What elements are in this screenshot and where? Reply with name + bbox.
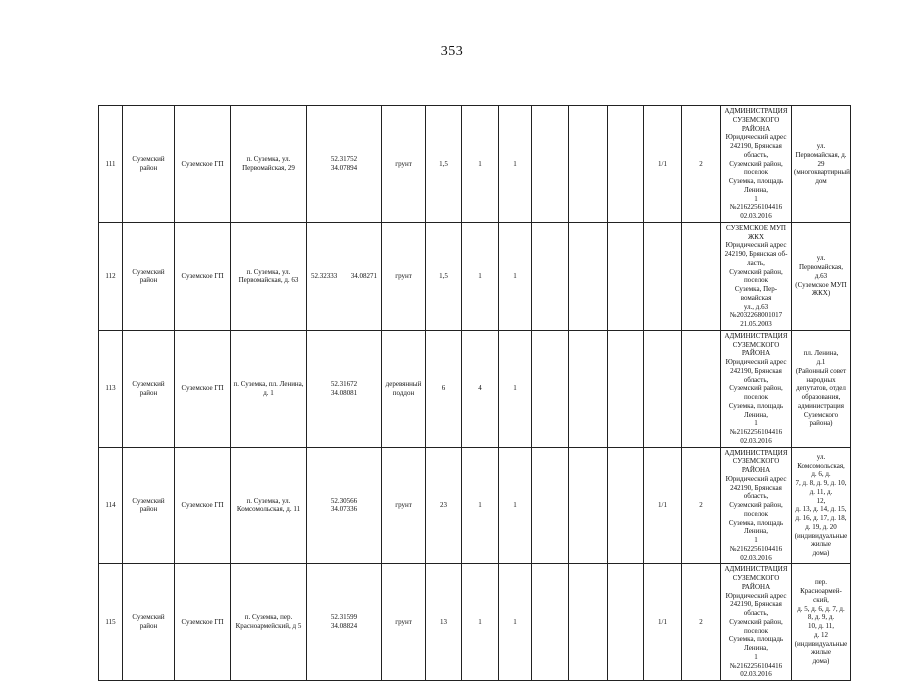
- latitude: 52.31672: [330, 379, 358, 388]
- empty-cell: [532, 222, 569, 330]
- containers-total-cell: 1: [462, 564, 499, 681]
- bins-volume-cell: [682, 330, 721, 447]
- address-cell: п. Суземка, ул. Первомайская, 29: [231, 106, 307, 223]
- owner-line: 02.03.2016: [740, 553, 772, 562]
- containers-total-cell: 1: [462, 447, 499, 564]
- containers-volume-cell: 1: [499, 330, 532, 447]
- latitude: 52.32333: [311, 271, 338, 280]
- row-number: 113: [99, 330, 123, 447]
- latitude: 52.30566: [330, 496, 358, 505]
- owner-line: Суземка, площадь Ленина,: [728, 518, 784, 536]
- bins-volume-cell: 2: [682, 447, 721, 564]
- area-cell: 6: [426, 330, 462, 447]
- owner-line: АДМИНИСТРАЦИЯ: [724, 107, 788, 115]
- served-object-line: 12,: [816, 496, 826, 505]
- owner-line: Суземка, площадь Ленина,: [728, 177, 784, 194]
- bins-volume-cell: 2: [682, 106, 721, 223]
- coordinates-cell: [307, 447, 382, 564]
- served-object-line: (Суземское МУП ЖКХ): [795, 280, 847, 298]
- served-object-line: ул. Комсомольская, д. 6, д.: [797, 452, 845, 479]
- table-row: [99, 447, 851, 564]
- containers-volume-cell: 1: [499, 564, 532, 681]
- area-cell: 1,5: [426, 106, 462, 223]
- address-cell: п. Суземка, пл. Ленина, д. 1: [231, 330, 307, 447]
- owner-line: Юридический адрес: [725, 241, 787, 250]
- bins-cell: 1/1: [644, 106, 682, 223]
- owner-line: 242190, Брянская область,: [730, 600, 782, 617]
- table-row: [99, 564, 851, 681]
- row-number: 112: [99, 222, 123, 330]
- empty-cell: [532, 330, 569, 447]
- served-objects-cell: [792, 330, 851, 447]
- coordinates-cell: [307, 106, 382, 223]
- owner-line: №2162256104416: [729, 661, 783, 670]
- owner-line: Суземка, площадь Ленина,: [728, 635, 784, 652]
- row-number: 111: [99, 106, 123, 223]
- owner-cell: [721, 330, 792, 447]
- served-object-line: образования,: [801, 393, 841, 401]
- containers-volume-cell: 1: [499, 222, 532, 330]
- empty-cell: [569, 564, 608, 681]
- containers-total-cell: 1: [462, 222, 499, 330]
- owner-cell: [721, 447, 792, 564]
- area-cell: 23: [426, 447, 462, 564]
- served-objects-cell: [792, 447, 851, 564]
- served-object-line: (Районный совет: [795, 366, 847, 375]
- address-cell: п. Суземка, пер. Красноармейский, д 5: [231, 564, 307, 681]
- owner-line: 242190, Брянская область,: [730, 142, 782, 159]
- served-object-line: д. 19, д. 20: [805, 522, 837, 531]
- district-cell: Суземский район: [123, 447, 175, 564]
- owner-cell: [721, 222, 792, 330]
- surface-cell: грунт: [382, 447, 426, 564]
- served-object-line: 7, д. 8, д. 9, д. 10, д. 11, д.: [795, 479, 847, 496]
- owner-line: 21.05.2003: [740, 320, 772, 328]
- owner-line: АДМИНИСТРАЦИЯ: [724, 565, 788, 574]
- bins-cell: 1/1: [644, 564, 682, 681]
- owner-line: АДМИНИСТРАЦИЯ: [724, 331, 788, 340]
- owner-line: СУЗЕМСКОГО РАЙОНА: [732, 115, 780, 133]
- containers-volume-cell: 1: [499, 447, 532, 564]
- owner-line: Юридический адрес: [725, 474, 787, 483]
- owner-line: Суземка, площадь Ленина,: [728, 401, 784, 419]
- owner-line: Суземский район, поселок: [729, 384, 783, 401]
- served-object-line: дома): [812, 549, 830, 558]
- served-object-line: ул. Первомайская, д. 29: [795, 142, 847, 168]
- served-objects-cell: [792, 564, 851, 681]
- containers-total-cell: 1: [462, 106, 499, 223]
- containers-volume-cell: 1: [499, 106, 532, 223]
- owner-line: СУЗЕМСКОГО РАЙОНА: [732, 340, 780, 358]
- empty-cell: [569, 106, 608, 223]
- latitude: 52.31752: [330, 155, 358, 164]
- coordinates-cell: [307, 330, 382, 447]
- longitude: 34.08824: [330, 622, 358, 631]
- owner-cell: [721, 564, 792, 681]
- address-cell: п. Суземка, ул. Комсомольская, д. 11: [231, 447, 307, 564]
- registry-table: [98, 105, 851, 681]
- table-row: [99, 106, 851, 223]
- bins-volume-cell: [682, 222, 721, 330]
- empty-cell: [608, 564, 644, 681]
- empty-cell: [569, 330, 608, 447]
- owner-line: Суземский район, поселок: [729, 267, 783, 285]
- page-number: 353: [440, 44, 464, 59]
- served-object-line: (многоквартирный дом: [794, 168, 850, 185]
- settlement-cell: Суземское ГП: [175, 447, 231, 564]
- bins-volume-cell: 2: [682, 564, 721, 681]
- owner-line: ул., д.63 №2032268001017: [729, 302, 783, 320]
- served-object-line: ул. Первомайская, д.63: [799, 254, 843, 280]
- empty-cell: [608, 447, 644, 564]
- served-object-line: пл. Ленина,: [803, 349, 839, 358]
- empty-cell: [608, 222, 644, 330]
- district-cell: Суземский район: [123, 564, 175, 681]
- owner-line: №2162256104416: [729, 203, 783, 212]
- owner-line: 1: [754, 194, 758, 203]
- served-object-line: д. 13, д. 14, д. 15,: [795, 505, 847, 514]
- coordinates-inline: [309, 272, 379, 281]
- owner-line: 02.03.2016: [740, 212, 772, 220]
- coordinates-cell: [307, 222, 382, 330]
- owner-line: Суземский район, поселок: [729, 159, 783, 177]
- bins-cell: [644, 330, 682, 447]
- district-cell: Суземский район: [123, 330, 175, 447]
- row-number: 115: [99, 564, 123, 681]
- served-object-line: народных депутатов, отдел: [796, 375, 846, 393]
- owner-line: Юридический адрес: [725, 133, 787, 142]
- owner-line: 242190, Брянская об-ласть,: [724, 250, 788, 267]
- address-cell: п. Суземка, ул. Первомайская, д. 63: [231, 222, 307, 330]
- settlement-cell: Суземское ГП: [175, 222, 231, 330]
- settlement-cell: Суземское ГП: [175, 330, 231, 447]
- owner-line: АДМИНИСТРАЦИЯ: [724, 448, 788, 457]
- settlement-cell: Суземское ГП: [175, 106, 231, 223]
- served-object-line: пер. Красноармей-ский,: [800, 578, 842, 604]
- owner-line: 1: [754, 652, 758, 661]
- served-object-line: (индивидуальные жилые: [794, 531, 848, 549]
- bins-cell: [644, 222, 682, 330]
- served-object-line: Суземского района): [803, 410, 839, 428]
- coordinates-cell: [307, 564, 382, 681]
- owner-line: 1: [754, 536, 758, 544]
- containers-total-cell: 4: [462, 330, 499, 447]
- row-number: 114: [99, 447, 123, 564]
- table-row: [99, 222, 851, 330]
- served-object-line: дома): [812, 657, 830, 666]
- owner-line: №2162256104416: [729, 544, 783, 553]
- empty-cell: [532, 106, 569, 223]
- empty-cell: [608, 106, 644, 223]
- bins-cell: 1/1: [644, 447, 682, 564]
- longitude: 34.08271: [350, 271, 377, 280]
- owner-line: Юридический адрес: [725, 591, 787, 600]
- empty-cell: [569, 447, 608, 564]
- served-object-line: администрация: [798, 401, 844, 410]
- settlement-cell: Суземское ГП: [175, 564, 231, 681]
- surface-cell: грунт: [382, 564, 426, 681]
- served-objects-cell: [792, 106, 851, 223]
- owner-line: 02.03.2016: [740, 670, 772, 679]
- owner-line: 02.03.2016: [740, 436, 772, 445]
- owner-line: Суземка, Пер-вомайская: [734, 285, 778, 302]
- owner-line: 1: [754, 419, 758, 428]
- owner-line: Суземский район, поселок: [729, 617, 783, 635]
- owner-cell: [721, 106, 792, 223]
- owner-line: СУЗЕМСКОГО РАЙОНА: [732, 574, 780, 591]
- served-object-line: (индивидуальные жилые: [794, 639, 848, 657]
- district-cell: Суземский район: [123, 222, 175, 330]
- table-row: [99, 330, 851, 447]
- longitude: 34.07336: [330, 505, 358, 514]
- empty-cell: [532, 447, 569, 564]
- district-cell: Суземский район: [123, 106, 175, 223]
- owner-line: 242190, Брянская область,: [730, 483, 782, 501]
- surface-cell: деревянный поддон: [382, 330, 426, 447]
- surface-cell: грунт: [382, 222, 426, 330]
- served-object-line: д. 5, д. 6, д. 7, д. 8, д. 9, д.: [797, 604, 845, 622]
- latitude: 52.31599: [330, 613, 358, 622]
- owner-line: Суземский район, поселок: [729, 501, 783, 518]
- owner-line: Юридический адрес: [725, 358, 787, 366]
- area-cell: 1,5: [426, 222, 462, 330]
- owner-line: СУЗЕМСКОЕ МУП ЖКХ: [726, 223, 786, 241]
- owner-line: СУЗЕМСКОГО РАЙОНА: [732, 457, 780, 474]
- served-object-line: д. 16, д. 17, д. 18,: [795, 514, 847, 523]
- served-object-line: д. 12: [813, 630, 829, 639]
- empty-cell: [532, 564, 569, 681]
- area-cell: 13: [426, 564, 462, 681]
- empty-cell: [569, 222, 608, 330]
- served-object-line: д.1: [816, 358, 826, 366]
- empty-cell: [608, 330, 644, 447]
- longitude: 34.08081: [330, 388, 358, 397]
- served-object-line: 10, д. 11,: [807, 622, 835, 631]
- owner-line: №2162256104416: [729, 428, 783, 436]
- surface-cell: грунт: [382, 106, 426, 223]
- owner-line: 242190, Брянская область,: [730, 366, 782, 384]
- longitude: 34.07894: [330, 163, 358, 172]
- served-objects-cell: [792, 222, 851, 330]
